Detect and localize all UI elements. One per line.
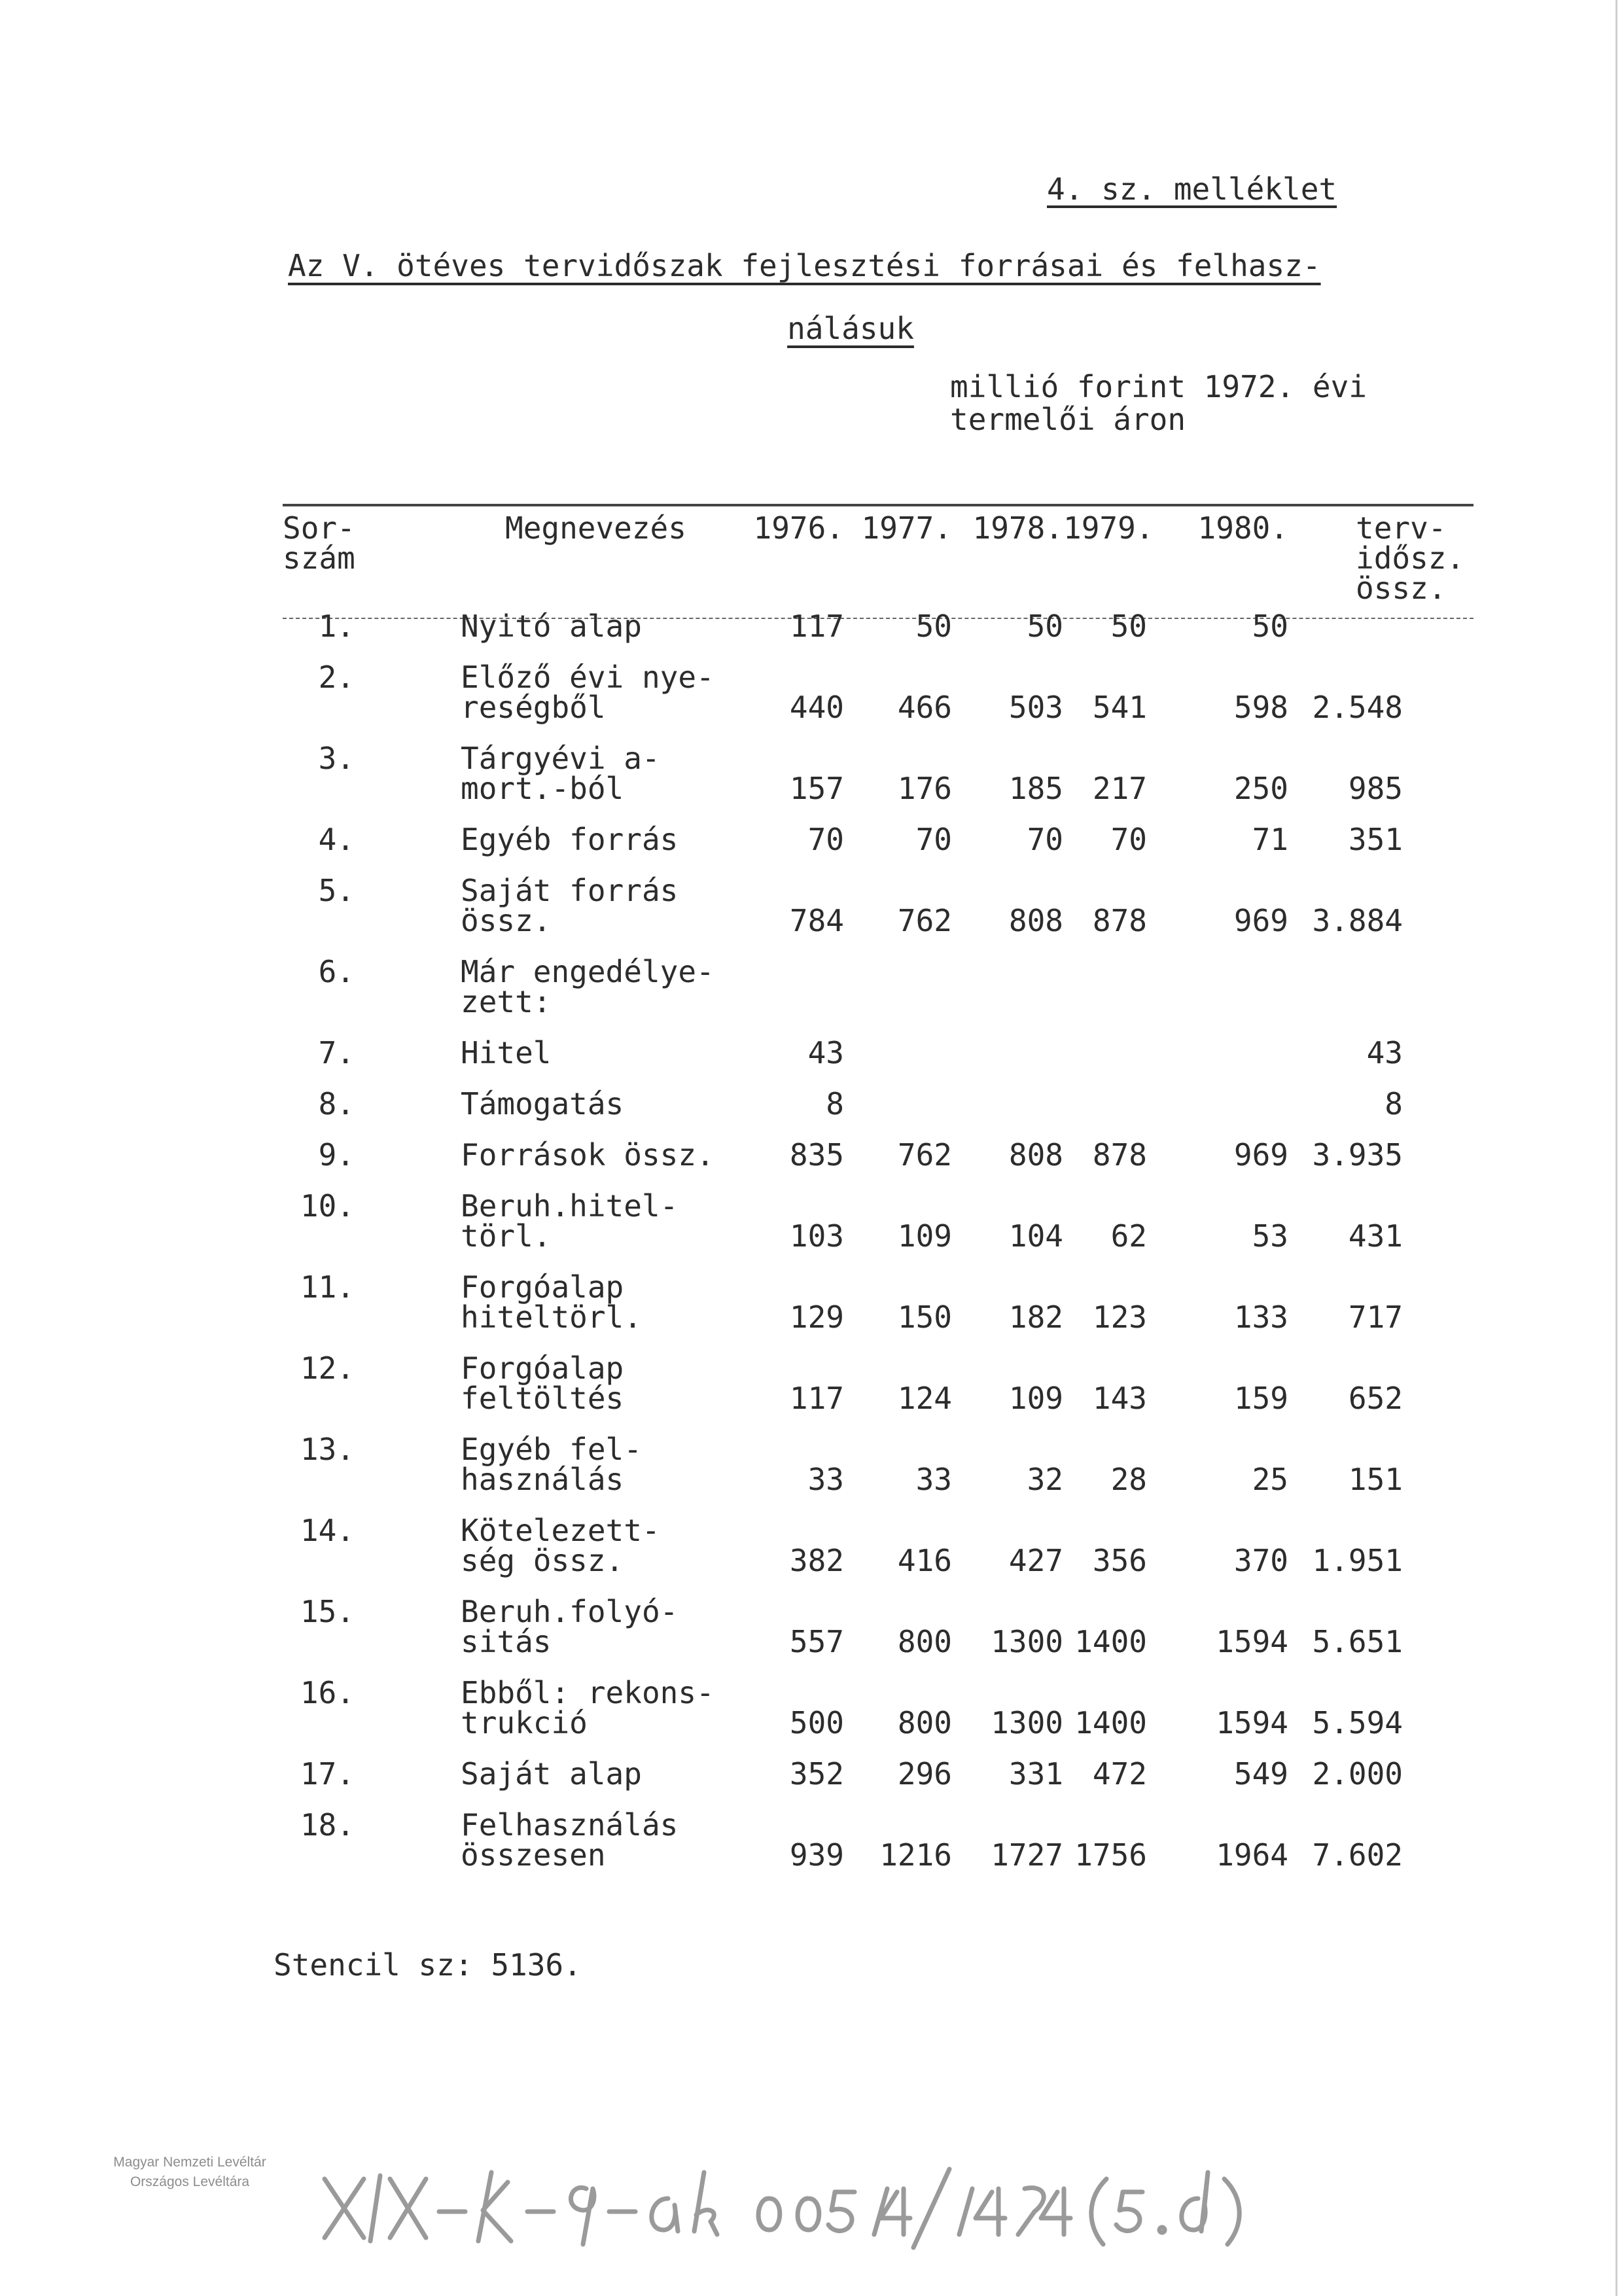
table-row: [283, 1188, 1474, 1272]
archive-stamp-line-2: Országos Levéltára: [130, 2174, 250, 2189]
value-1977: 124: [897, 1381, 952, 1416]
value-1977: 296: [897, 1756, 952, 1792]
data-table: [283, 510, 1474, 1891]
value-1978: 808: [1008, 903, 1063, 938]
page-edge: [1615, 0, 1617, 2296]
value-1977: 109: [897, 1218, 952, 1254]
value-1976: 129: [789, 1299, 844, 1335]
row-name: Beruh.hitel- törl.: [461, 1188, 679, 1254]
table-row: [283, 954, 1474, 1038]
table-row: [283, 1035, 1474, 1089]
value-1977: 762: [897, 1137, 952, 1173]
value-1980: 1594: [1216, 1624, 1288, 1659]
row-number: 16.: [300, 1675, 355, 1710]
value-total: 3.935: [1312, 1137, 1403, 1173]
header-1980: 1980.: [1197, 510, 1288, 546]
row-name: Kötelezett- ség össz.: [461, 1513, 660, 1578]
title-line-2: nálásuk: [787, 311, 914, 346]
value-1980: 250: [1233, 771, 1288, 806]
value-1978: 109: [1008, 1381, 1063, 1416]
value-1980: 969: [1233, 1137, 1288, 1173]
value-1979: 217: [1092, 771, 1147, 806]
value-1980: 133: [1233, 1299, 1288, 1335]
value-total: 5.651: [1312, 1624, 1403, 1659]
document-title: [288, 234, 1439, 360]
table-body: [283, 611, 1474, 1891]
value-1978: 503: [1008, 690, 1063, 725]
value-1979: 878: [1092, 903, 1147, 938]
value-1978: 1727: [991, 1837, 1063, 1873]
table-row: [283, 1515, 1474, 1597]
row-name: Már engedélye- zett:: [461, 954, 715, 1019]
value-1980: 159: [1233, 1381, 1288, 1416]
value-1977: 1216: [879, 1837, 952, 1873]
row-number: 17.: [300, 1756, 355, 1792]
value-1978: 427: [1008, 1543, 1063, 1578]
value-1980: 370: [1233, 1543, 1288, 1578]
value-total: 351: [1348, 822, 1403, 857]
value-1976: 33: [807, 1462, 844, 1497]
value-1980: 1964: [1216, 1837, 1288, 1873]
value-1976: 352: [789, 1756, 844, 1792]
value-1979: 50: [1110, 609, 1147, 644]
row-name: Forgóalap feltöltés: [461, 1351, 624, 1416]
row-number: 5.: [318, 873, 355, 908]
value-1979: 541: [1092, 690, 1147, 725]
value-total: 7.602: [1312, 1837, 1403, 1873]
value-1976: 103: [789, 1218, 844, 1254]
table-header-row: [283, 510, 1474, 611]
row-number: 3.: [318, 741, 355, 776]
value-1979: 1400: [1074, 1705, 1147, 1740]
value-total: 43: [1366, 1035, 1403, 1070]
value-1980: 71: [1252, 822, 1288, 857]
value-total: 717: [1348, 1299, 1403, 1335]
row-number: 13.: [300, 1432, 355, 1467]
row-number: 9.: [318, 1137, 355, 1173]
header-name: Megnevezés: [505, 510, 686, 546]
value-1976: 8: [826, 1086, 844, 1122]
row-name: Tárgyévi a- mort.-ból: [461, 741, 660, 806]
row-number: 1.: [318, 609, 355, 644]
table-row: [283, 1807, 1474, 1891]
value-1976: 382: [789, 1543, 844, 1578]
value-1978: 1300: [991, 1624, 1063, 1659]
row-name: Támogatás: [461, 1086, 624, 1122]
handwritten-reference-signature: [311, 2153, 1267, 2251]
header-1977: 1977.: [861, 510, 952, 546]
table-row: [283, 1086, 1474, 1140]
row-name: Saját alap: [461, 1756, 642, 1792]
value-total: 985: [1348, 771, 1403, 806]
row-number: 11.: [300, 1269, 355, 1305]
value-1976: 43: [807, 1035, 844, 1070]
value-1979: 123: [1092, 1299, 1147, 1335]
value-1977: 70: [915, 822, 952, 857]
value-total: 8: [1385, 1086, 1403, 1122]
value-1978: 331: [1008, 1756, 1063, 1792]
archive-stamp: [79, 2153, 301, 2192]
table-row: [283, 1756, 1474, 1810]
value-1976: 557: [789, 1624, 844, 1659]
value-total: 151: [1348, 1462, 1403, 1497]
table-row: [283, 611, 1474, 662]
value-1976: 117: [789, 1381, 844, 1416]
value-1978: 808: [1008, 1137, 1063, 1173]
value-1977: 50: [915, 609, 952, 644]
row-number: 15.: [300, 1594, 355, 1629]
table-row: [283, 1594, 1474, 1678]
value-1980: 53: [1252, 1218, 1288, 1254]
table-row: [283, 1353, 1474, 1434]
row-number: 18.: [300, 1807, 355, 1843]
row-name: Előző évi nye- reségből: [461, 660, 715, 725]
value-1979: 70: [1110, 822, 1147, 857]
row-number: 10.: [300, 1188, 355, 1224]
table-row: [283, 743, 1474, 824]
row-name: Ebből: rekons- trukció: [461, 1675, 715, 1740]
table-row: [283, 1269, 1474, 1353]
table-row: [283, 662, 1474, 743]
value-total: 5.594: [1312, 1705, 1403, 1740]
value-1977: 416: [897, 1543, 952, 1578]
row-name: Hitel: [461, 1035, 552, 1070]
value-1976: 939: [789, 1837, 844, 1873]
value-1979: 472: [1092, 1756, 1147, 1792]
value-1977: 176: [897, 771, 952, 806]
header-row-number: Sor- szám: [283, 510, 355, 576]
value-1976: 835: [789, 1137, 844, 1173]
value-1978: 1300: [991, 1705, 1063, 1740]
value-1979: 878: [1092, 1137, 1147, 1173]
row-number: 12.: [300, 1351, 355, 1386]
value-1980: 598: [1233, 690, 1288, 725]
value-1980: 50: [1252, 609, 1288, 644]
value-1978: 70: [1027, 822, 1063, 857]
value-1978: 182: [1008, 1299, 1063, 1335]
row-number: 7.: [318, 1035, 355, 1070]
value-1978: 185: [1008, 771, 1063, 806]
archive-stamp-line-1: Magyar Nemzeti Levéltár: [113, 2155, 266, 2170]
value-total: 431: [1348, 1218, 1403, 1254]
row-name: Beruh.folyó- sitás: [461, 1594, 679, 1659]
value-1979: 62: [1110, 1218, 1147, 1254]
table-row: [283, 875, 1474, 957]
value-1978: 50: [1027, 609, 1063, 644]
value-1977: 33: [915, 1462, 952, 1497]
row-name: Források össz.: [461, 1137, 715, 1173]
value-1976: 784: [789, 903, 844, 938]
value-1979: 356: [1092, 1543, 1147, 1578]
header-1978: 1978.: [972, 510, 1063, 546]
value-1976: 117: [789, 609, 844, 644]
value-1976: 500: [789, 1705, 844, 1740]
value-1977: 800: [897, 1705, 952, 1740]
value-1980: 969: [1233, 903, 1288, 938]
value-total: 2.548: [1312, 690, 1403, 725]
row-name: Egyéb fel- használás: [461, 1432, 642, 1497]
value-1977: 466: [897, 690, 952, 725]
value-1979: 1400: [1074, 1624, 1147, 1659]
row-name: Saját forrás össz.: [461, 873, 679, 938]
title-line-1: Az V. ötéves tervidőszak fejlesztési forrásai és felhasz-: [288, 248, 1321, 283]
value-1977: 762: [897, 903, 952, 938]
annex-label: 4. sz. melléklet: [1047, 171, 1337, 207]
value-total: 3.884: [1312, 903, 1403, 938]
table-row: [283, 824, 1474, 875]
row-name: Egyéb forrás: [461, 822, 679, 857]
header-1976: 1976.: [753, 510, 844, 546]
value-1979: 143: [1092, 1381, 1147, 1416]
row-number: 6.: [318, 954, 355, 989]
row-name: Forgóalap hiteltörl.: [461, 1269, 642, 1335]
value-1977: 800: [897, 1624, 952, 1659]
value-1976: 157: [789, 771, 844, 806]
row-number: 2.: [318, 660, 355, 695]
row-number: 14.: [300, 1513, 355, 1548]
value-total: 652: [1348, 1381, 1403, 1416]
value-total: 2.000: [1312, 1756, 1403, 1792]
table-row: [283, 1434, 1474, 1515]
value-1978: 104: [1008, 1218, 1063, 1254]
row-number: 8.: [318, 1086, 355, 1122]
row-name: Felhasználás összesen: [461, 1807, 679, 1873]
unit-note: millió forint 1972. évi termelői áron: [950, 369, 1367, 437]
value-1980: 549: [1233, 1756, 1288, 1792]
value-1978: 32: [1027, 1462, 1063, 1497]
value-1979: 28: [1110, 1462, 1147, 1497]
header-total: terv- idősz. össz.: [1356, 510, 1465, 606]
value-1977: 150: [897, 1299, 952, 1335]
table-row: [283, 1137, 1474, 1191]
row-number: 4.: [318, 822, 355, 857]
row-name: Nyitó alap: [461, 609, 642, 644]
value-1980: 25: [1252, 1462, 1288, 1497]
value-1980: 1594: [1216, 1705, 1288, 1740]
header-1979: 1979.: [1063, 510, 1154, 546]
value-1976: 70: [807, 822, 844, 857]
value-1976: 440: [789, 690, 844, 725]
value-total: 1.951: [1312, 1543, 1403, 1578]
table-row: [283, 1675, 1474, 1759]
table-top-rule: [283, 504, 1474, 506]
stencil-note: Stencil sz: 5136.: [274, 1947, 582, 1983]
value-1979: 1756: [1074, 1837, 1147, 1873]
